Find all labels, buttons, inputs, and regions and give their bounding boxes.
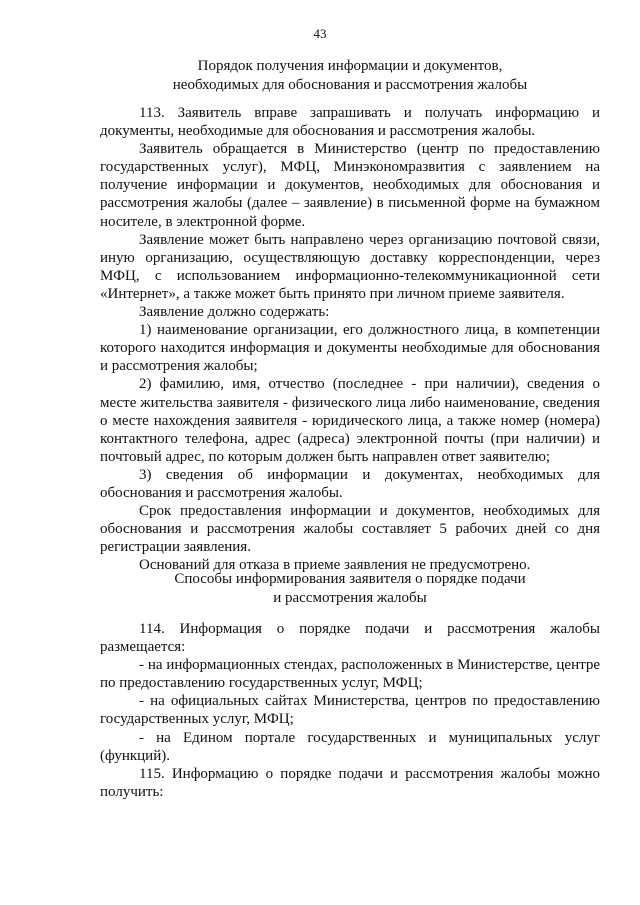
list-item-unified-portal: - на Едином портале государственных и муниципальных услуг (функций). xyxy=(100,729,600,764)
list-item-information-stands: - на информационных стендах, расположенных в Министерстве, центре по предоставлению государственных услуг, МФЦ; xyxy=(100,657,600,692)
paragraph-114: 114. Информация о порядке подачи и рассмотрения жалобы размещается: xyxy=(100,621,600,656)
list-item-applicant-details: 2) фамилию, имя, отчество (последнее - при наличии), сведения о месте жительства заявителя - физического лица либо наименование, сведения о месте нахождения заявителя - юридического лица, а также номер (номера) контактного телефона, адрес (адреса) электронной почты (при наличии) и почтовый адрес, по которым должен быть направлен ответ заявителю; xyxy=(100,376,600,465)
paragraph-application-contents: Заявление должно содержать: xyxy=(139,304,330,321)
paragraph-no-refusal-grounds: Оснований для отказа в приеме заявления не предусмотрено. xyxy=(139,557,531,574)
list-item-organization-name: 1) наименование организации, его должностного лица, в компетенции которого находится информация и документы необходимые для обоснования и рассмотрения жалобы; xyxy=(100,322,600,375)
section-body-informing-methods xyxy=(100,620,600,801)
heading-line: Способы информирования заявителя о порядке подачи xyxy=(174,571,526,587)
paragraph-delivery-methods: Заявление может быть направлено через организацию почтовой связи, иную организацию, осуществляющую доставку корреспонденции, через МФЦ, с использованием информационно-телекоммуникационной сети «Интернет», а также может быть принято при личном приеме заявителя. xyxy=(100,231,600,302)
paragraph-application-submission: Заявитель обращается в Министерство (центр по предоставлению государственных услуг), МФЦ, Минэкономразвития с заявлением на получение информации и документов, необходимых для обоснования и рассмотрения жалобы (далее – заявление) в письменной форме на бумажном носителе, в электронной форме. xyxy=(100,141,600,230)
heading-line: и рассмотрения жалобы xyxy=(273,590,427,606)
paragraph-113: 113. Заявитель вправе запрашивать и получать информацию и документы, необходимые для обоснования и рассмотрения жалобы. xyxy=(100,105,600,140)
section-body-information-procedure xyxy=(100,104,600,574)
list-item-official-websites: - на официальных сайтах Министерства, центров по предоставлению государственных услуг, МФЦ; xyxy=(100,693,600,728)
heading-line: Порядок получения информации и документов, xyxy=(197,58,503,74)
page-number: 43 xyxy=(313,26,327,41)
heading-line: необходимых для обоснования и рассмотрения жалобы xyxy=(172,77,528,93)
section-heading-informing-methods xyxy=(100,570,600,608)
section-heading-information-procedure xyxy=(100,57,600,95)
list-item-information-details: 3) сведения об информации и документах, необходимых для обоснования и рассмотрения жалобы. xyxy=(100,466,600,501)
paragraph-115: 115. Информацию о порядке подачи и рассмотрения жалобы можно получить: xyxy=(100,765,600,800)
paragraph-processing-term: Срок предоставления информации и документов, необходимых для обоснования и рассмотрения жалобы составляет 5 рабочих дней со дня регистрации заявления. xyxy=(100,503,600,556)
